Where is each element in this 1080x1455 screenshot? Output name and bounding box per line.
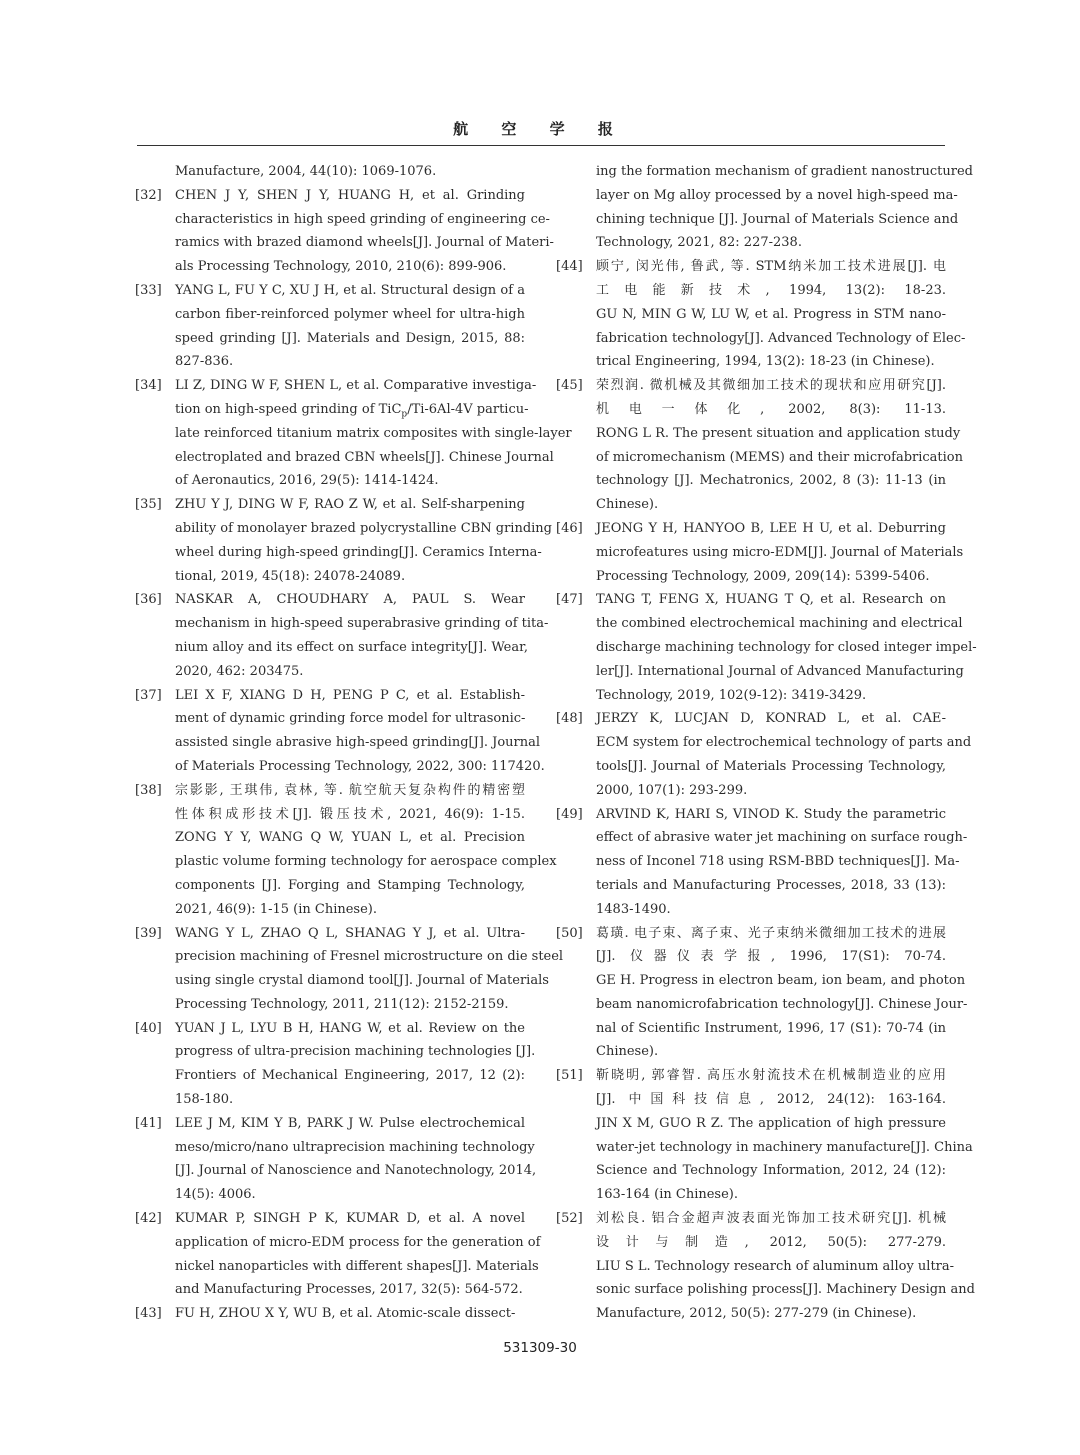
reference-line: ness of Inconel 718 using RSM-BBD techniques[J]. Ma-: [596, 854, 960, 870]
reference-line: technology [J]. Mechatronics, 2002, 8 (3): 11-13 (in: [596, 473, 946, 489]
reference-entry: [135, 779, 557, 922]
reference-line: NASKAR A, CHOUDHARY A, PAUL S. Wear: [175, 592, 525, 608]
reference-number: [42]: [135, 1211, 162, 1227]
reference-line: fabrication technology[J]. Advanced Technology of Elec-: [596, 330, 966, 346]
reference-line: [J]. 仪器仪表学报, 1996, 17(S1): 70-74.: [596, 949, 946, 965]
reference-line: precision machining of Fresnel microstructure on die steel: [175, 949, 564, 965]
reference-line: 机电一体化, 2002, 8(3): 11-13.: [596, 401, 946, 417]
reference-number: [52]: [556, 1211, 583, 1227]
reference-entry: [556, 160, 974, 255]
reference-line: and Manufacturing Processes, 2017, 32(5): 564-572.: [175, 1282, 523, 1298]
reference-entry: [556, 517, 964, 588]
reference-line: Technology, 2019, 102(9-12): 3419-3429.: [596, 687, 867, 703]
reference-entry: [135, 922, 564, 1017]
reference-line: JEONG Y H, HANYOO B, LEE H U, et al. Deburring: [596, 520, 946, 536]
reference-line: effect of abrasive water jet machining on surface rough-: [596, 830, 968, 846]
reference-line: 顾宁, 闵光伟, 鲁武, 等. STM纳米加工技术进展[J]. 电: [596, 259, 946, 275]
reference-line: tools[J]. Journal of Materials Processing Technology,: [596, 758, 946, 774]
reference-line: Manufacture, 2012, 50(5): 277-279 (in Chinese).: [596, 1306, 917, 1322]
reference-line: sonic surface polishing process[J]. Machinery Design and: [596, 1282, 976, 1298]
reference-line: of Aeronautics, 2016, 29(5): 1414-1424.: [175, 473, 439, 489]
reference-line: JERZY K, LUCJAN D, KONRAD L, et al. CAE-: [596, 711, 946, 727]
reference-line: components [J]. Forging and Stamping Technology,: [175, 877, 525, 893]
reference-line: ARVIND K, HARI S, VINOD K. Study the parametric: [596, 806, 946, 822]
reference-line: RONG L R. The present situation and application study: [596, 425, 961, 441]
reference-line: 14(5): 4006.: [175, 1187, 256, 1203]
reference-entry: [556, 255, 966, 374]
reference-line: Science and Technology Information, 2012, 24 (12):: [596, 1163, 946, 1179]
reference-entry: [135, 279, 525, 374]
reference-entry: [135, 493, 552, 588]
reference-line: plastic volume forming technology for aerospace complex: [175, 854, 557, 870]
reference-line: ZONG Y Y, WANG Q W, YUAN L, et al. Precision: [175, 830, 525, 846]
reference-line: ler[J]. International Journal of Advanced Manufacturing: [596, 663, 964, 679]
reference-line: nium alloy and its effect on surface integrity[J]. Wear,: [175, 639, 529, 655]
reference-line: progress of ultra-precision machining technologies [J].: [175, 1044, 536, 1060]
reference-line: TANG T, FENG X, HUANG T Q, et al. Research on: [596, 592, 946, 608]
reference-entry: [135, 1017, 536, 1112]
reference-line: 工电能新技术, 1994, 13(2): 18-23.: [596, 282, 946, 298]
reference-line: tional, 2019, 45(18): 24078-24089.: [175, 568, 406, 584]
reference-line: LEE J M, KIM Y B, PARK J W. Pulse electrochemical: [175, 1115, 525, 1131]
reference-line: YUAN J L, LYU B H, HANG W, et al. Review on the: [175, 1020, 525, 1036]
reference-line: ment of dynamic grinding force model for ultrasonic-: [175, 711, 526, 727]
reference-number: [49]: [556, 806, 583, 822]
reference-number: [47]: [556, 592, 583, 608]
reference-number: [36]: [135, 592, 162, 608]
reference-number: [38]: [135, 782, 162, 798]
reference-entry: [556, 803, 968, 922]
reference-line: [J]. Journal of Nanoscience and Nanotechnology, 2014,: [175, 1163, 537, 1179]
reference-line: Chinese).: [596, 1044, 659, 1060]
reference-line: nal of Scientific Instrument, 1996, 17 (S1): 70-74 (in: [596, 1020, 946, 1036]
reference-line: GE H. Progress in electron beam, ion beam, and photon: [596, 973, 966, 989]
reference-line: mechanism in high-speed superabrasive grinding of tita-: [175, 616, 549, 632]
reference-line: speed grinding [J]. Materials and Design, 2015, 88:: [175, 330, 525, 346]
reference-line: YANG L, FU Y C, XU J H, et al. Structural design of a: [175, 282, 525, 298]
reference-line: electroplated and brazed CBN wheels[J]. Chinese Journal: [175, 449, 554, 465]
reference-line: 性体积成形技术[J]. 锻压技术, 2021, 46(9): 1-15.: [175, 806, 525, 822]
reference-line: 158-180.: [175, 1092, 234, 1108]
reference-line: 2000, 107(1): 293-299.: [596, 782, 748, 798]
reference-line: of micromechanism (MEMS) and their microfabrication: [596, 449, 964, 465]
reference-number: [33]: [135, 282, 162, 298]
reference-number: [43]: [135, 1306, 162, 1322]
reference-entry: [556, 1207, 976, 1326]
reference-line: nickel nanoparticles with different shapes[J]. Materials: [175, 1258, 539, 1274]
reference-line: late reinforced titanium matrix composites with single-layer: [175, 425, 572, 441]
reference-line: KUMAR P, SINGH P K, KUMAR D, et al. A novel: [175, 1211, 525, 1227]
reference-line: application of micro-EDM process for the generation of: [175, 1234, 541, 1250]
reference-number: [34]: [135, 378, 162, 394]
reference-entry: [556, 922, 968, 1065]
reference-entry: [556, 588, 977, 707]
reference-line: 2020, 462: 203475.: [175, 663, 304, 679]
reference-line: FU H, ZHOU X Y, WU B, et al. Atomic-scale dissect-: [175, 1306, 516, 1322]
reference-line: ing the formation mechanism of gradient nanostructured: [596, 164, 974, 179]
reference-line: LI Z, DING W F, SHEN L, et al. Comparative investiga-: [175, 378, 537, 394]
reference-line: wheel during high-speed grinding[J]. Ceramics Interna-: [175, 544, 542, 560]
reference-line: 刘松良. 铝合金超声波表面光饰加工技术研究[J]. 机械: [596, 1211, 946, 1227]
reference-entry: [556, 707, 972, 802]
reference-line: characteristics in high speed grinding of engineering ce-: [175, 211, 550, 227]
reference-line: 827-836.: [175, 354, 234, 370]
reference-line: Technology, 2021, 82: 227-238.: [596, 235, 802, 251]
reference-line: Chinese).: [596, 497, 659, 513]
reference-line: 2021, 46(9): 1-15 (in Chinese).: [175, 901, 378, 917]
reference-number: [39]: [135, 925, 162, 941]
reference-line: 设计与制造, 2012, 50(5): 277-279.: [596, 1234, 946, 1250]
reference-line: of Materials Processing Technology, 2022, 300: 117420.: [175, 758, 545, 774]
journal-title: 航 空 学 报: [453, 120, 627, 138]
reference-entry: [135, 160, 525, 184]
reference-line: Frontiers of Mechanical Engineering, 2017, 12 (2):: [175, 1068, 525, 1084]
reference-entry: [556, 374, 964, 517]
reference-entry: [135, 1112, 537, 1207]
reference-line: carbon fiber-reinforced polymer wheel for ultra-high: [175, 306, 525, 322]
reference-number: [45]: [556, 378, 583, 394]
reference-line: GU N, MIN G W, LU W, et al. Progress in STM nano-: [596, 306, 946, 322]
reference-line: JIN X M, GUO R Z. The application of high pressure: [596, 1115, 946, 1131]
reference-line: 葛璜. 电子束、离子束、光子束纳米微细加工技术的进展: [596, 925, 946, 941]
reference-line: 宗影影, 王琪伟, 袁林, 等. 航空航天复杂构件的精密塑: [175, 782, 525, 798]
reference-line: Processing Technology, 2011, 211(12): 2152-2159.: [175, 996, 509, 1012]
reference-line: LIU S L. Technology research of aluminum alloy ultra-: [596, 1258, 955, 1274]
reference-line: 1483-1490.: [596, 901, 671, 917]
reference-line: discharge machining technology for closed integer impel-: [596, 639, 977, 655]
reference-number: [41]: [135, 1115, 162, 1131]
reference-entry: [135, 684, 545, 779]
reference-number: [37]: [135, 687, 162, 703]
reference-line: chining technique [J]. Journal of Materials Science and: [596, 211, 959, 227]
reference-line: CHEN J Y, SHEN J Y, HUANG H, et al. Grinding: [175, 187, 525, 203]
reference-number: [40]: [135, 1020, 162, 1036]
reference-line: terials and Manufacturing Processes, 2018, 33 (13):: [596, 877, 946, 893]
reference-number: [48]: [556, 711, 583, 727]
reference-line: ZHU Y J, DING W F, RAO Z W, et al. Self-sharpening: [175, 497, 525, 513]
reference-line: tion on high-speed grinding of TiC$_p$/Ti-6Al-4V particu-: [175, 401, 529, 420]
reference-line: ECM system for electrochemical technology of parts and: [596, 735, 972, 751]
right-column: [556, 160, 977, 1326]
reference-entry: [135, 1207, 541, 1302]
reference-line: ability of monolayer brazed polycrystalline CBN grinding: [175, 520, 552, 536]
reference-entry: [135, 1302, 525, 1326]
reference-line: 荣烈润. 微机械及其微细加工技术的现状和应用研究[J].: [596, 378, 946, 394]
reference-entry: [135, 588, 549, 683]
reference-entry: [135, 184, 554, 279]
reference-line: meso/micro/nano ultraprecision machining technology: [175, 1139, 535, 1155]
reference-line: als Processing Technology, 2010, 210(6): 899-906.: [175, 259, 507, 275]
reference-line: ramics with brazed diamond wheels[J]. Journal of Materi-: [175, 235, 554, 251]
reference-number: [51]: [556, 1068, 583, 1084]
reference-line: beam nanomicrofabrication technology[J]. Chinese Jour-: [596, 996, 968, 1012]
page-number: 531309-30: [503, 1340, 577, 1356]
reference-number: [32]: [135, 187, 162, 203]
reference-line: LEI X F, XIANG D H, PENG P C, et al. Establish-: [175, 687, 525, 703]
reference-line: 靳晓明, 郭睿智. 高压水射流技术在机械制造业的应用: [596, 1068, 946, 1084]
reference-number: [44]: [556, 259, 583, 275]
reference-line: trical Engineering, 1994, 13(2): 18-23 (in Chinese).: [596, 354, 935, 370]
reference-number: [46]: [556, 520, 583, 536]
reference-line: Processing Technology, 2009, 209(14): 5399-5406.: [596, 568, 930, 584]
reference-line: [J]. 中国科技信息, 2012, 24(12): 163-164.: [596, 1092, 946, 1108]
reference-line: WANG Y L, ZHAO Q L, SHANAG Y J, et al. Ultra-: [175, 925, 525, 941]
reference-line: the combined electrochemical machining and electrical: [596, 616, 963, 632]
reference-number: [35]: [135, 497, 162, 513]
reference-line: using single crystal diamond tool[J]. Journal of Materials: [175, 973, 549, 989]
reference-line: 163-164 (in Chinese).: [596, 1187, 738, 1203]
reference-line: water-jet technology in machinery manufacture[J]. China: [596, 1139, 973, 1155]
reference-line: assisted single abrasive high-speed grinding[J]. Journal: [175, 735, 541, 751]
reference-line: layer on Mg alloy processed by a novel high-speed ma-: [596, 187, 958, 203]
reference-entry: [556, 1064, 973, 1207]
header-rule: [137, 145, 945, 146]
reference-line: microfeatures using micro-EDM[J]. Journal of Materials: [596, 544, 964, 560]
reference-line: Manufacture, 2004, 44(10): 1069-1076.: [175, 164, 437, 179]
reference-number: [50]: [556, 925, 583, 941]
